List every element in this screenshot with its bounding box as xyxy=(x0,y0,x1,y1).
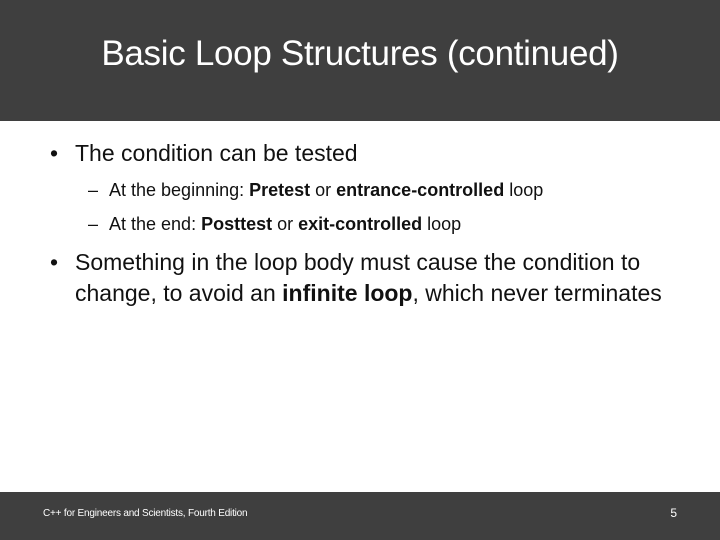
term-infinite-loop: infinite loop xyxy=(282,280,413,306)
sub-bullet-2-text xyxy=(109,212,461,236)
sub-bullet-1-suffix: loop xyxy=(504,180,544,200)
sub-bullet-2-prefix: At the end: xyxy=(109,214,202,234)
page-number: 5 xyxy=(670,506,677,520)
sub-bullet-1-prefix: At the beginning: xyxy=(109,180,250,200)
term-posttest: Posttest xyxy=(201,214,273,234)
sub-bullet-marker: – xyxy=(88,180,99,200)
bullet-marker: • xyxy=(50,140,59,166)
sub-bullet-marker: – xyxy=(88,214,99,234)
sub-bullet-1-mid: or xyxy=(310,180,337,200)
slide-content xyxy=(0,121,720,492)
sub-bullet-1-text xyxy=(109,178,543,202)
footer-bar xyxy=(0,492,720,540)
bullet-2-text-after: , which never terminates xyxy=(412,280,662,306)
sub-bullet-2-mid: or xyxy=(272,214,299,234)
bullet-1-text: The condition can be tested xyxy=(75,140,358,166)
bullet-marker: • xyxy=(50,249,59,275)
bullet-2-text xyxy=(75,247,685,309)
term-exit-controlled: exit-controlled xyxy=(298,214,423,234)
slide-title: Basic Loop Structures (continued) xyxy=(101,33,619,73)
term-pretest: Pretest xyxy=(249,180,311,200)
footer-book-title: C++ for Engineers and Scientists, Fourth Edition xyxy=(43,508,248,519)
title-bar xyxy=(0,0,720,121)
term-entrance-controlled: entrance-controlled xyxy=(336,180,505,200)
sub-bullet-2-suffix: loop xyxy=(422,214,462,234)
bullet-2-text-before: Something in the loop body must cause the condition to change, to avoid an xyxy=(75,249,641,306)
